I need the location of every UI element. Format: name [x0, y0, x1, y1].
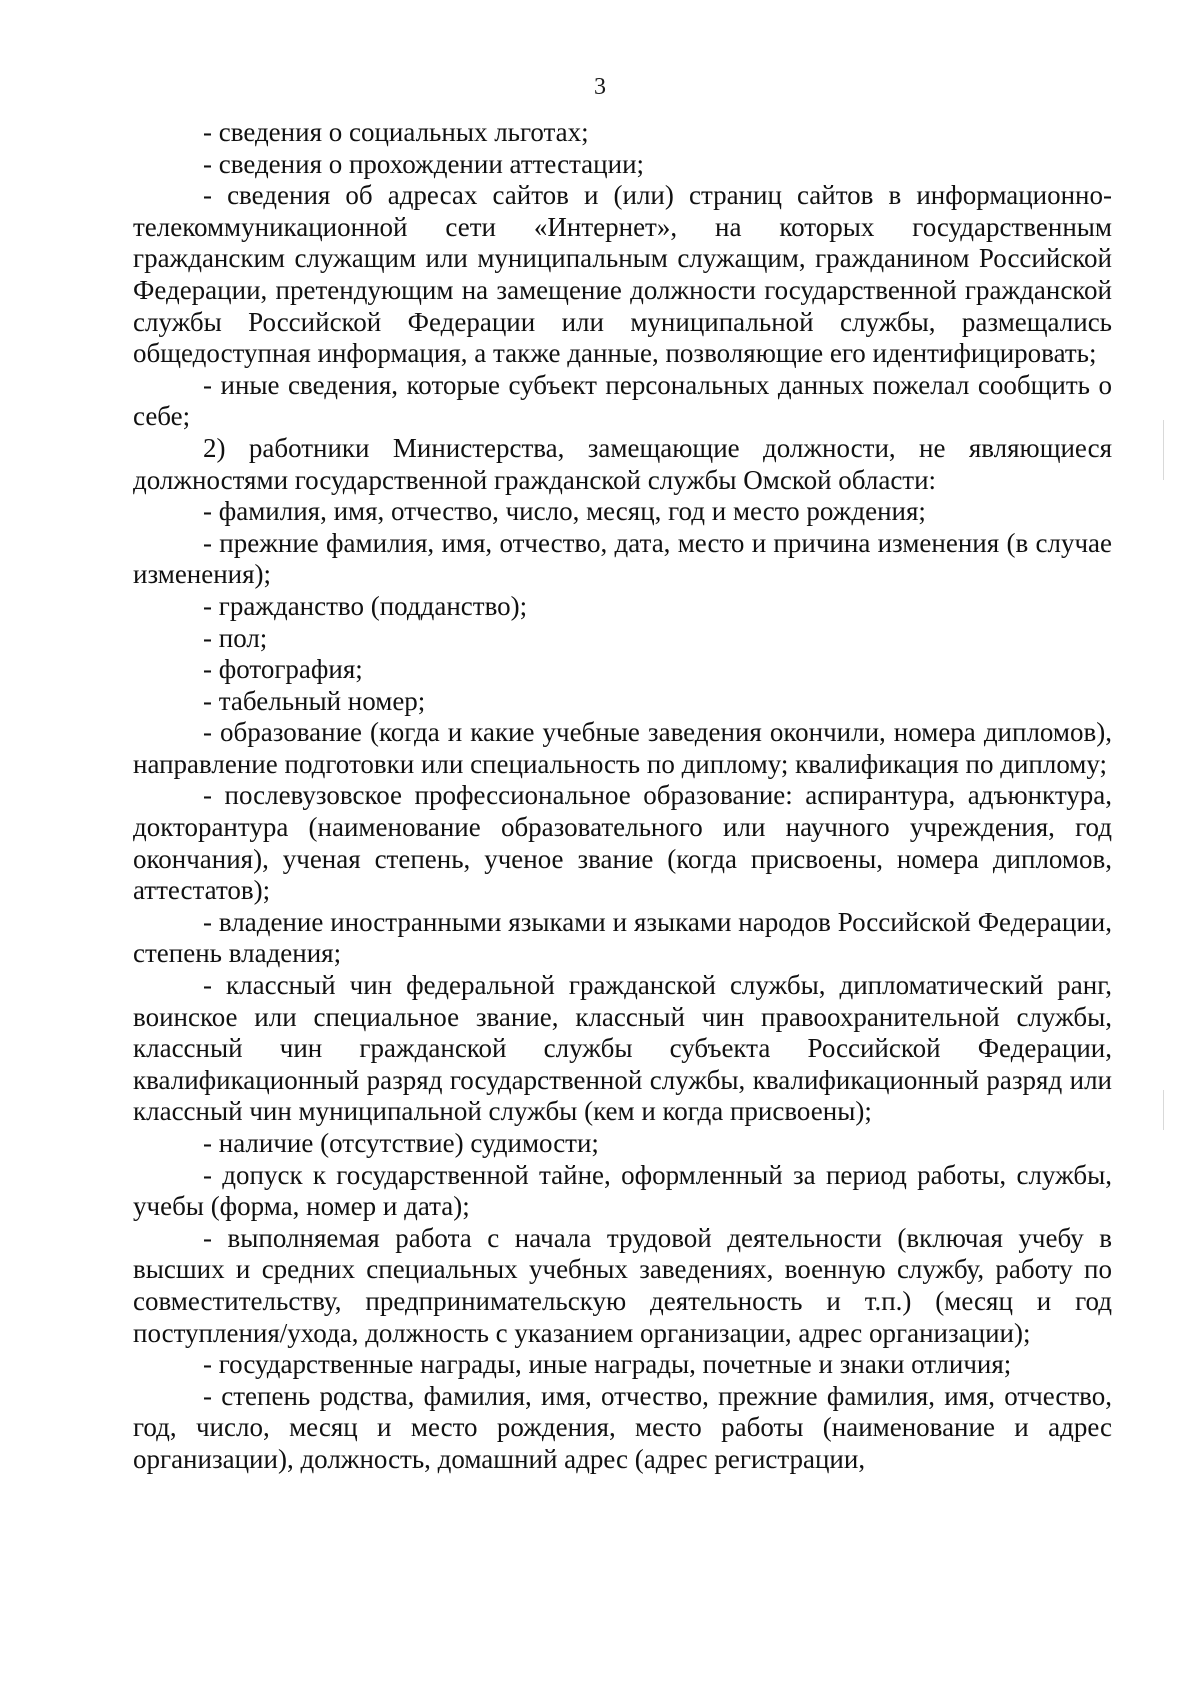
list-item: - послевузовское профессиональное образование: аспирантура, адъюнктура, докторантура (наименование образовательного или научного учреждения, год окончания), ученая степень, ученое звание (когда присвоены, номера дипломов, аттестатов); — [133, 780, 1112, 906]
list-item: - фамилия, имя, отчество, число, месяц, год и место рождения; — [203, 496, 926, 527]
scan-edge-mark — [1163, 1090, 1164, 1130]
list-item: - наличие (отсутствие) судимости; — [203, 1128, 599, 1158]
list-item: - выполняемая работа с начала трудовой деятельности (включая учебу в высших и средних специальных учебных заведениях, военную службу, работу по совместительству, предпринимательскую деятельность и т.п.) (месяц и год поступления/ухода, должность с указанием организации, адрес организации); — [133, 1222, 1112, 1348]
list-item: - гражданство (подданство); — [203, 590, 528, 621]
section-item: 2) работники Министерства, замещающие должности, не являющиеся должностями государственной гражданской службы Омской области: — [133, 432, 1112, 495]
scan-edge-mark — [1163, 420, 1164, 480]
list-item: - допуск к государственной тайне, оформленный за период работы, службы, учебы (форма, номер и дата); — [133, 1159, 1112, 1222]
list-item: - прежние фамилия, имя, отчество, дата, место и причина изменения (в случае изменения); — [133, 527, 1112, 590]
list-item: - иные сведения, которые субъект персональных данных пожелал сообщить о себе; — [133, 369, 1112, 432]
list-item: - классный чин федеральной гражданской службы, дипломатический ранг, воинское или специальное звание, классный чин правоохранительной службы, классный чин гражданской службы субъекта Российской Федерации, квалификационный разряд государственной службы, квалификационный разряд или классный чин муниципальной службы (кем и когда присвоены); — [133, 970, 1112, 1127]
list-item: - табельный номер; — [203, 685, 426, 716]
list-item: - степень родства, фамилия, имя, отчество, прежние фамилия, имя, отчество, год, число, месяц и место рождения, место работы (наименование и адрес организации), должность, домашний адрес (адрес регистрации, — [133, 1380, 1112, 1474]
list-item: - сведения о прохождении аттестации; — [203, 148, 645, 179]
list-item: - государственные награды, иные награды, почетные и знаки отличия; — [203, 1349, 1012, 1380]
document-body — [133, 117, 1112, 1476]
page-number: 3 — [594, 74, 606, 100]
list-item: - образование (когда и какие учебные заведения окончили, номера дипломов), направление подготовки или специальность по диплому; квалификация по диплому; — [133, 717, 1112, 779]
list-item: - сведения о социальных льготах; — [203, 117, 589, 147]
list-item: - сведения об адресах сайтов и (или) страниц сайтов в информационно-телекоммуникационной сети «Интернет», на которых государственным гражданским служащим или муниципальным служащим, гражданином Российской Федерации, претендующим на замещение должности государственной гражданской службы Российской Федерации или муниципальной службы, размещались общедоступная информация, а также данные, позволяющие его идентифицировать; — [133, 180, 1112, 369]
list-item: - фотография; — [203, 654, 363, 685]
list-item: - владение иностранными языками и языками народов Российской Федерации, степень владения; — [133, 906, 1112, 969]
list-item: - пол; — [203, 622, 268, 653]
